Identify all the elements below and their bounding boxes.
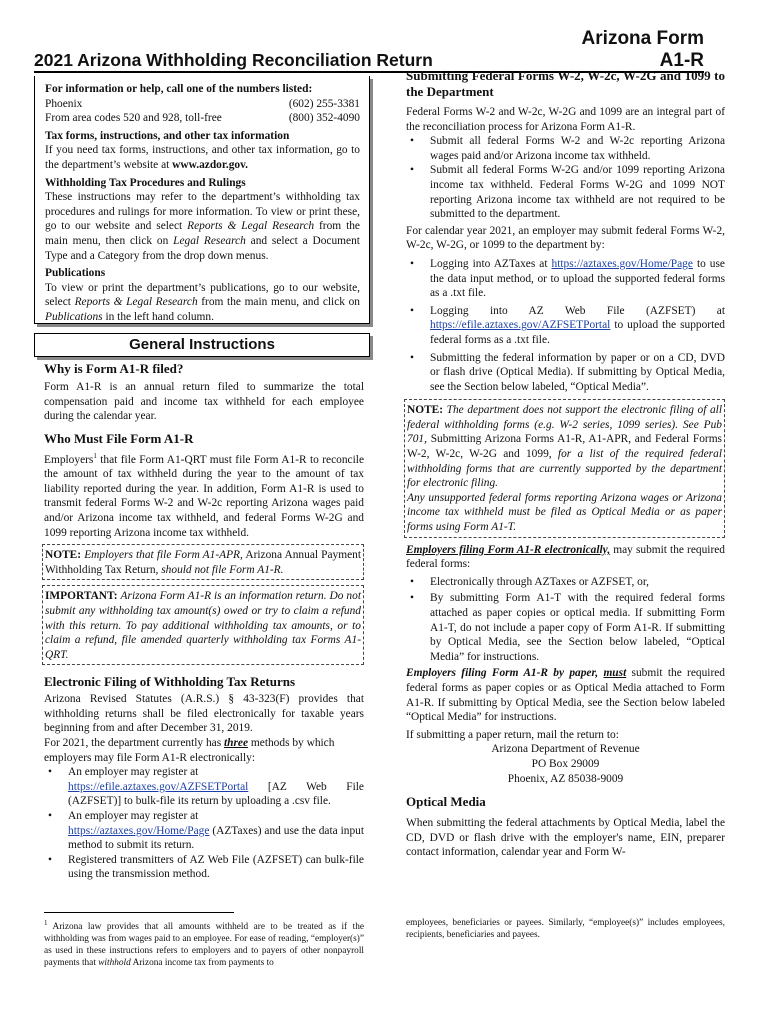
mail-intro: If submitting a paper return, mail the return to: [406,728,619,741]
info-box [34,76,370,324]
submitting-intro: Federal Forms W-2 and W-2c, W-2G and 1099 are an integral part of the reconciliation process for Arizona Form A1-R. [406,106,725,133]
form-label-line1: Arizona Form [581,28,704,49]
list-item: • By submitting Form A1-T with the required federal forms attached as paper copies or optical media. If submitting Form A1-T, do not include a paper copy of Form A1-R. If submitting by Optical Media, see the Section below labeled, “Optical Media” for instructions. [406,591,725,664]
note-unsupported-forms: NOTE: The department does not support the electronic filing of all federal withholding forms (e.g. W-2 series, 1099 series). See Pub 701, Submitting Arizona Forms A1-R, A1-APR, and Federal Forms W-2, W-2c, W-2G and 1099, for a list of the required federal withholding forms that are currently supported by the department for electronic filing. Any unsupported federal forms reporting Arizona wages or Arizona income tax withheld must be filed as Optical Media or as paper forms using Form A1-T. [404,399,725,537]
procedures-text: These instructions may refer to the department’s withholding tax procedures and rulings for more information. To view or print these, go to our website and select Reports & Legal Research from the main menu, then click on Legal Research and select a Document Type and a Category from the drop down menus. [45,191,360,262]
aztaxes-link[interactable]: https://aztaxes.gov/Home/Page [68,824,210,837]
document-title: 2021 Arizona Withholding Reconciliation Return [34,50,433,70]
employers-paper-text: Employers filing Form A1-R by paper, must submit the required federal forms as paper copies or as Optical Media attached to Form A1-R. If submitting by Optical Media, see the Section below labeled “Optical Media” for instructions. [406,667,725,724]
optical-media-heading: Optical Media [406,794,486,810]
procedures-heading: Withholding Tax Procedures and Rulings [45,176,246,189]
list-item: • Submit all federal Forms W-2 and W-2c reporting Arizona wages paid and/or Arizona income tax withheld. [406,134,725,163]
tollfree-row [45,111,360,126]
methods-text: For 2021, the department currently has three methods by which employers may file Form A1-R electronically: [44,737,335,764]
submitting-heading: Submitting Federal Forms W-2, W-2c, W-2G and 1099 to the Department [406,68,725,99]
electronic-filing-text: Arizona Revised Statutes (A.R.S.) § 43-323(F) provides that withholding returns shall be filed electronically for taxable years beginning from and after December 31, 2019. [44,693,364,735]
right-column [406,68,725,860]
optical-media-text: When submitting the federal attachments by Optical Media, label the CD, DVD or flash drive with the employer's name, EIN, preparer contact information, calendar year and Form W- [406,817,725,859]
list-item: • Submitting the federal information by paper or on a CD, DVD or flash drive (Optical Media). If submitting by Optical Media, see the Section below labeled, “Optical Media”. [406,351,725,395]
form-label [582,28,704,72]
tax-forms-text: If you need tax forms, instructions, and other tax information, go to the department’s website at www.azdor.gov. [45,144,360,171]
publications-heading: Publications [45,267,106,280]
electronic-methods-list [44,765,364,882]
who-text: Employers$^1$ that file Form A1-QRT must file Form A1-R to reconcile the amount of tax withheld during the year to the amount of tax liability reported during the year. In addition, Form A1-R is used to transmit federal Forms W-2 and W-2c reporting Arizona wages paid and/or Arizona income tax withheld, and federal Forms W-2G and 1099 reporting Arizona income tax withheld. [44,451,364,539]
list-item: • Electronically through AZTaxes or AZFSET, or, [406,575,725,590]
azfset-link[interactable]: https://efile.aztaxes.gov/AZFSETPortal [430,319,611,332]
phoenix-label: Phoenix [45,97,83,110]
submit-list [406,134,725,222]
why-text: Form A1-R is an annual return filed to summarize the total compensation paid and income tax withheld for each employee during the calendar year. [44,381,364,423]
general-instructions-heading: General Instructions [34,333,370,357]
aztaxes-link[interactable]: https://aztaxes.gov/Home/Page [551,257,693,270]
help-heading: For information or help, call one of the numbers listed: [45,83,313,95]
list-item: • An employer may register at https://aztaxes.gov/Home/Page (AZTaxes) and use the data input method to submit its return. [44,809,364,853]
azfset-link[interactable]: https://efile.aztaxes.gov/AZFSETPortal [68,780,249,793]
publications-text: To view or print the department’s publications, go to our website, select Reports & Legal Research from the main menu, and click on Publications in the left hand column. [45,281,360,323]
note-a1apr: NOTE: Employers that file Form A1-APR, Arizona Annual Payment Withholding Tax Return, should not file Form A1-R. [42,544,364,580]
footnote-ref: 1 [93,451,97,460]
employers-electronic-text: Employers filing Form A1-R electronically, may submit the required federal forms: [406,543,725,571]
submit-methods-list [406,257,725,394]
list-item: • An employer may register at https://efile.aztaxes.gov/AZFSETPortal [AZ Web File (AZFSET)] to bulk-file its return by uploading a .csv file. [44,765,364,809]
tollfree-label: From area codes 520 and 928, toll-free [45,112,222,125]
who-heading: Who Must File Form A1-R [44,430,194,446]
mailing-address: Arizona Department of Revenue PO Box 29009 Phoenix, AZ 85038-9009 [491,743,640,785]
electronic-filing-heading: Electronic Filing of Withholding Tax Returns [44,674,296,690]
left-column [44,361,364,882]
website-link[interactable]: www.azdor.gov. [172,158,249,171]
phoenix-number: (602) 255-3381 [288,97,360,110]
list-item: • Registered transmitters of AZ Web File (AZFSET) can bulk-file using the transmission method. [44,853,364,882]
why-heading: Why is Form A1-R filed? [44,361,184,376]
form-label-line2: A1-R [659,50,704,71]
tax-forms-heading: Tax forms, instructions, and other tax information [45,129,290,142]
employers-electronic-list [406,575,725,665]
list-item: • Logging into AZ Web File (AZFSET) at https://efile.aztaxes.gov/AZFSETPortal to upload the supported federal forms as a .txt file. [406,304,725,348]
tollfree-number: (800) 352-4090 [288,112,360,125]
important-note: IMPORTANT: Arizona Form A1-R is an information return. Do not submit any withholding tax amount(s) owed or try to claim a refund with this return. To pay additional withholding tax amounts, or to claim a refund, file amended quarterly withholding tax Forms A1-QRT. [42,585,364,665]
footnote-left: $^1$ Arizona law provides that all amounts withheld are to be treated as if the withholding was from wages paid to an employee. For ease of reading, “employer(s)” as used in these instructions refers to employers and to payers of other nonpayroll payments that withhold Arizona income tax from payments to [44,919,364,969]
calendar-text: For calendar year 2021, an employer may submit federal Forms W-2, W-2c, W-2G, or 1099 to the department by: [406,224,725,252]
footnote-right: employees, beneficiaries or payees. Similarly, “employee(s)” includes employees, recipients, beneficiaries and payees. [406,918,725,940]
footnote-rule [44,912,234,913]
phoenix-row [45,97,360,112]
list-item: • Submit all federal Forms W-2G and/or 1099 reporting Arizona income tax withheld. Federal Forms W-2G and 1099 NOT reporting Arizona income tax withheld are not required to be submitted to the department. [406,163,725,221]
list-item: • Logging into AZTaxes at https://aztaxes.gov/Home/Page to use the data input method, or to upload the supported federal forms as a .txt file. [406,257,725,301]
